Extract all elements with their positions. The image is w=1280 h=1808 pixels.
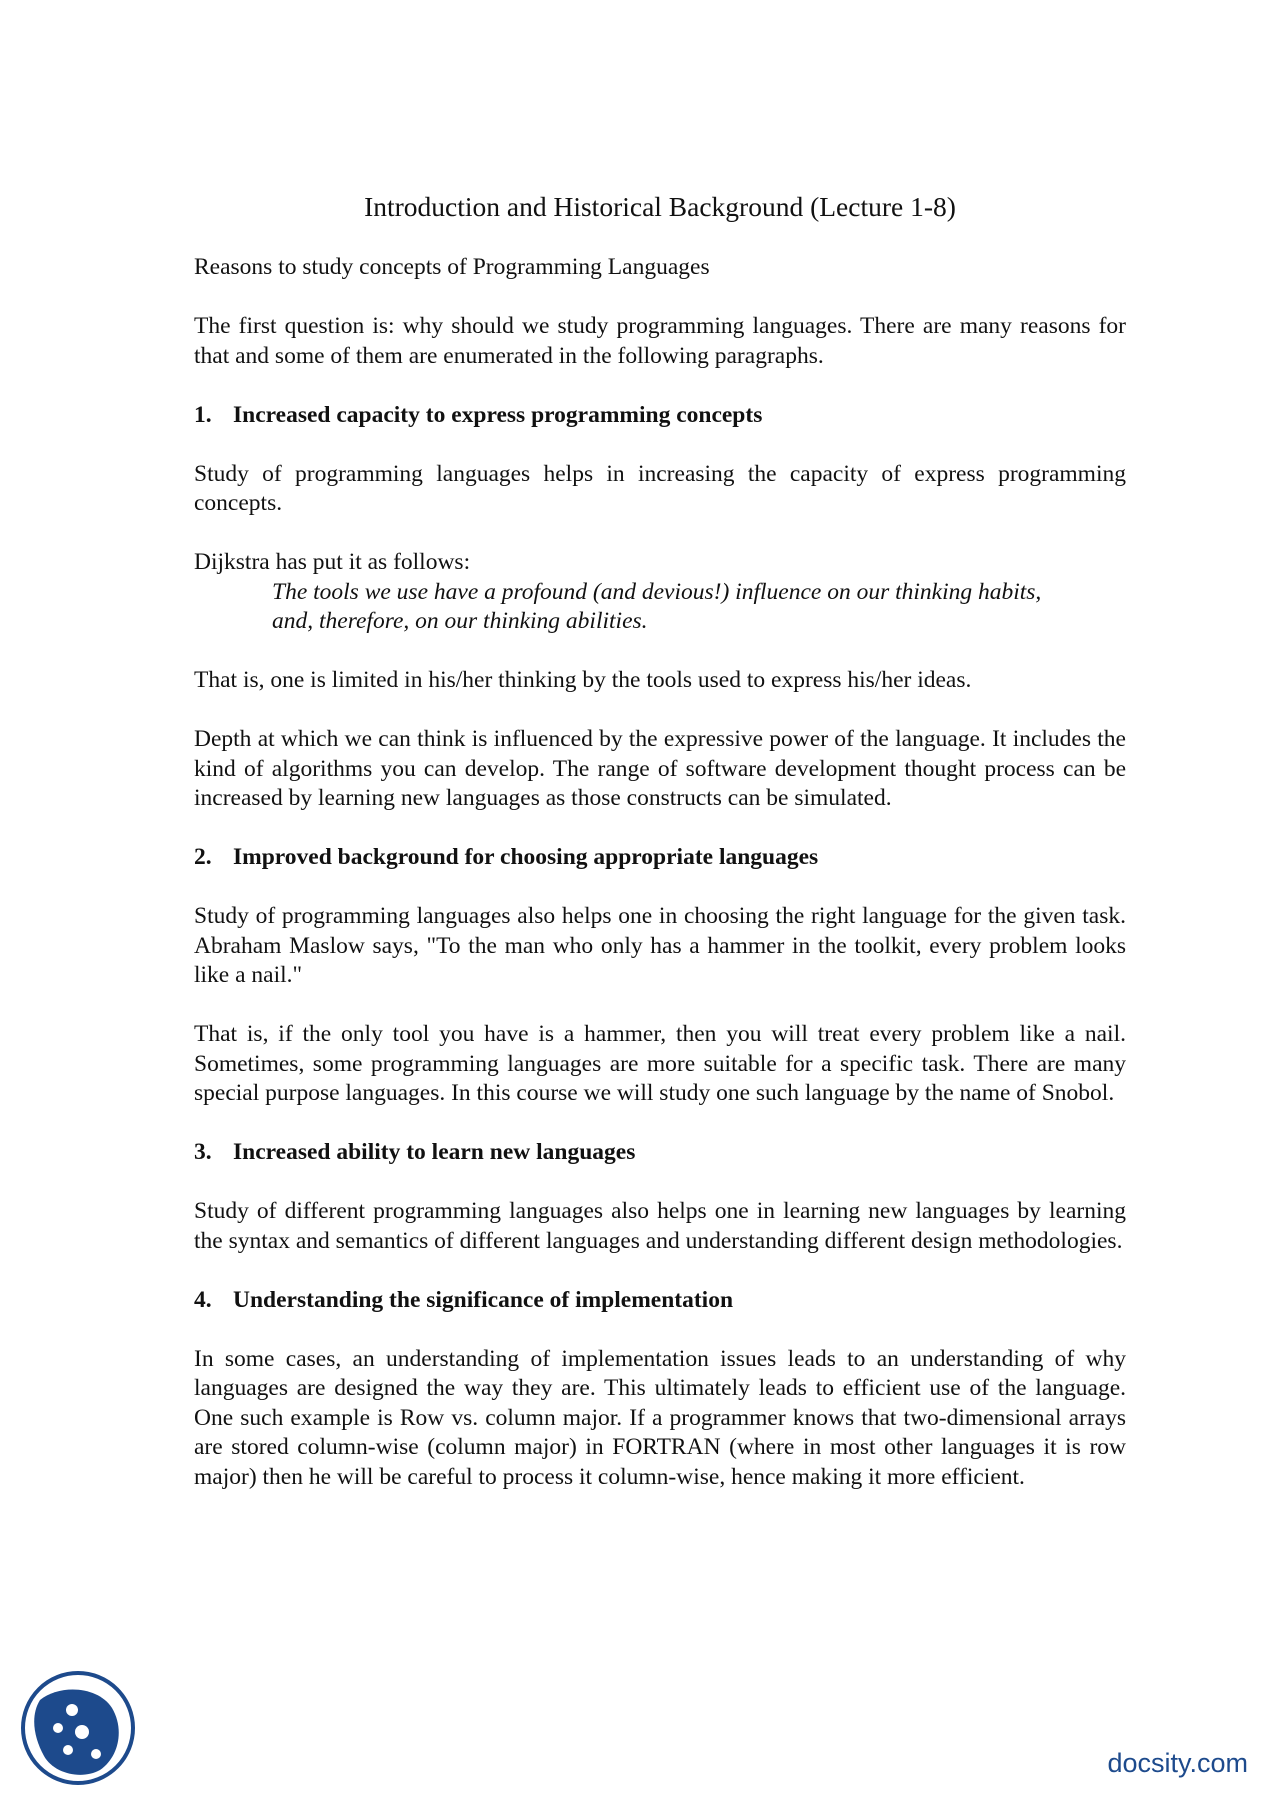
section-number: 3.: [194, 1139, 212, 1165]
section-1-paragraph-3: Depth at which we can think is influenced by the expressive power of the language. It includes the kind of algorithms you can develop. The range of software development thought process can be increased by learning new languages as those constructs can be simulated.: [194, 726, 1126, 811]
section-number: 1.: [194, 401, 212, 428]
section-3-paragraph-1: Study of different programming languages also helps one in learning new languages by learning the syntax and semantics of different languages and understanding different design methodologies.: [194, 1198, 1126, 1254]
section-heading-text: Understanding the significance of implementation: [233, 1286, 734, 1313]
section-3-heading: [194, 1138, 1126, 1168]
quote-line: The tools we use have a profound (and devious!) influence on our thinking habits,: [272, 578, 1042, 605]
section-1-paragraph-1: Study of programming languages helps in increasing the capacity of express programming concepts.: [194, 460, 1126, 516]
section-4-heading: [194, 1286, 1126, 1316]
dijkstra-quote: [272, 578, 1126, 637]
section-4-paragraph-1: In some cases, an understanding of implementation issues leads to an understanding of why languages are designed the way they are. This ultimately leads to efficient use of the language. One such example is Row vs. column major. If a programmer knows that two-dimensional arrays are stored column-wise (column major) in FORTRAN (where in most other languages it is row major) then he will be careful to process it column-wise, hence making it more efficient.: [194, 1345, 1126, 1490]
section-2-paragraph-2: That is, if the only tool you have is a hammer, then you will treat every problem like a nail. Sometimes, some programming languages are more suitable for a specific task. There are many special purpose languages. In this course we will study one such language by the name of Snobol.: [194, 1021, 1126, 1106]
quote-line: and, therefore, on our thinking abilities.: [272, 608, 648, 634]
subtitle: Reasons to study concepts of Programming Languages: [194, 254, 710, 280]
section-number: 4.: [194, 1286, 212, 1313]
section-heading-text: Increased ability to learn new languages: [233, 1139, 636, 1165]
page-title: Introduction and Historical Background (Lecture 1-8): [364, 191, 956, 222]
document-body: [194, 190, 1126, 1522]
section-1-heading: [194, 401, 1126, 431]
section-2-heading: [194, 843, 1126, 873]
section-number: 2.: [194, 844, 212, 870]
quote-lead: Dijkstra has put it as follows:: [194, 549, 471, 575]
section-2-paragraph-1: Study of programming languages also helps one in choosing the right language for the given task. Abraham Maslow says, "To the man who only has a hammer in the toolkit, every problem looks like a nail.": [194, 903, 1126, 988]
docsity-logo-icon[interactable]: [20, 1670, 136, 1786]
intro-paragraph: The first question is: why should we study programming languages. There are many reasons for that and some of them are enumerated in the following paragraphs.: [194, 313, 1126, 369]
section-1-paragraph-2: That is, one is limited in his/her thinking by the tools used to express his/her ideas.: [194, 667, 972, 693]
docsity-brand-link[interactable]: docsity.com: [1107, 1748, 1248, 1778]
section-heading-text: Improved background for choosing appropriate languages: [233, 844, 819, 870]
section-heading-text: Increased capacity to express programming concepts: [233, 401, 763, 428]
